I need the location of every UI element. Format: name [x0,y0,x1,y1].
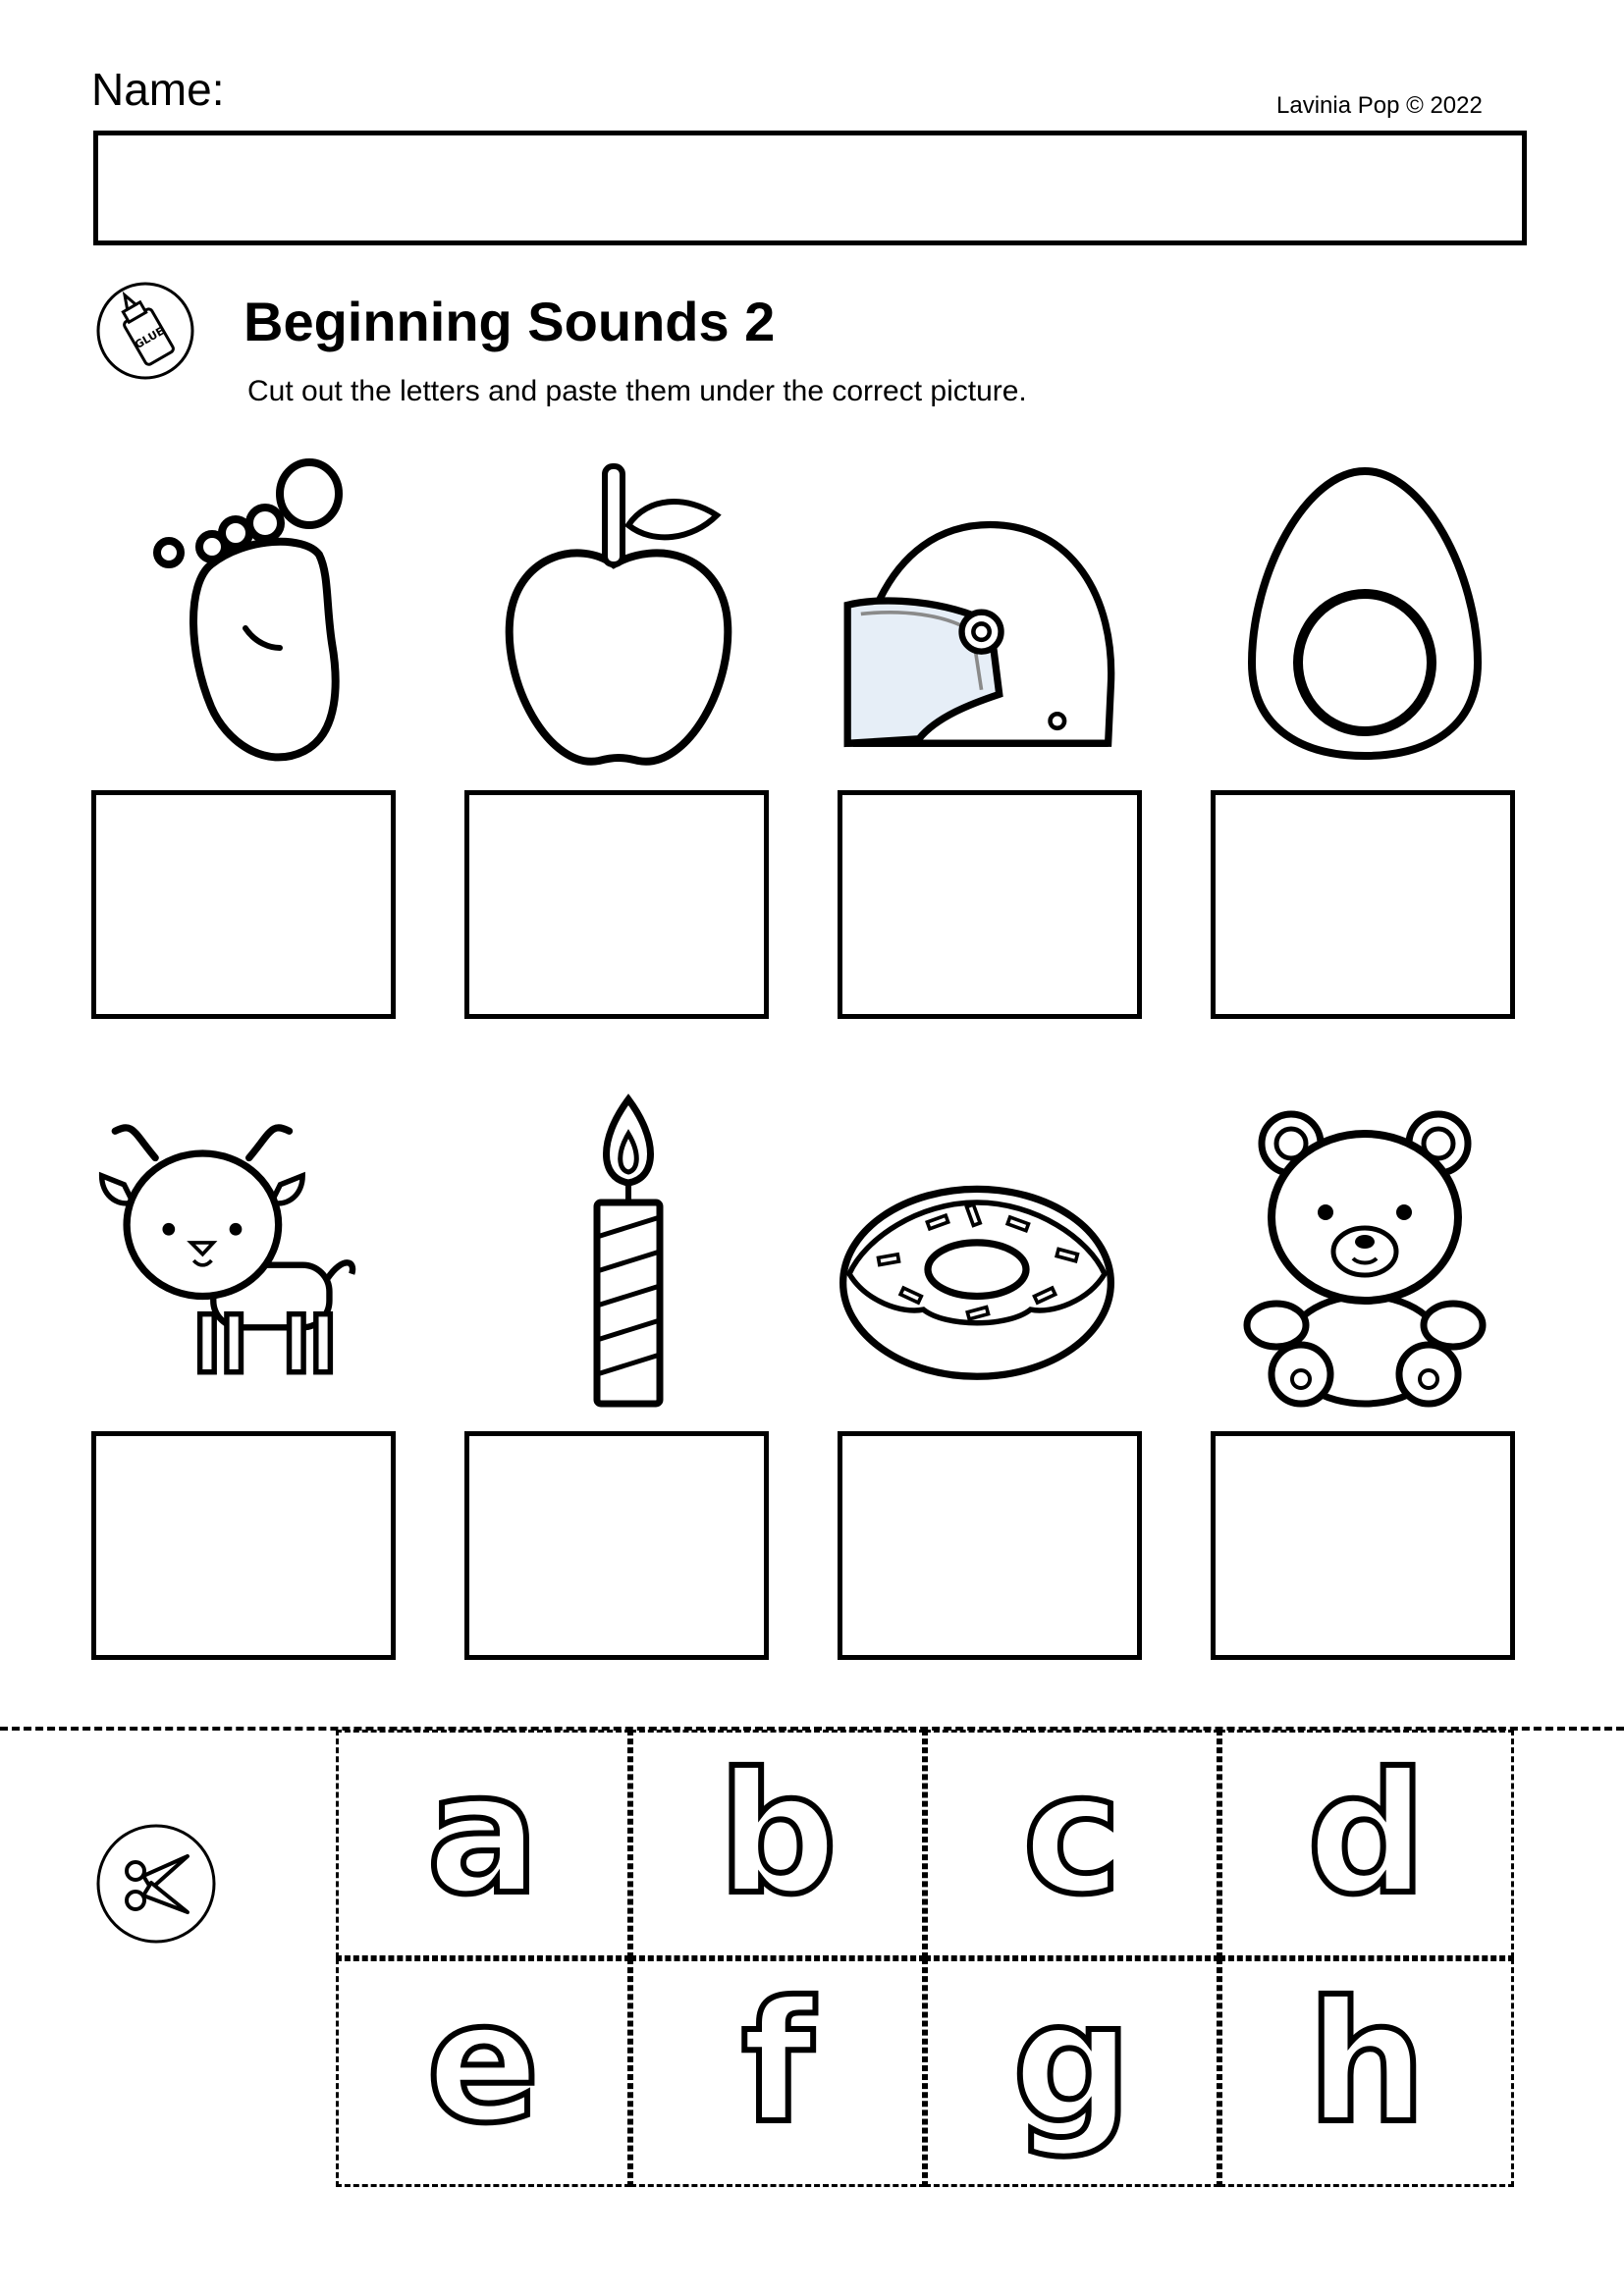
letter-tile-b[interactable] [630,1730,925,1958]
candle-icon [481,1090,776,1414]
glue-icon [94,280,196,382]
donut-icon [830,1090,1124,1414]
goat-icon [88,1090,383,1414]
name-input-box[interactable] [93,131,1527,245]
letter-tile-f[interactable] [630,1958,925,2187]
answer-box-2[interactable] [464,790,769,1019]
glue-label: GLUE [133,324,167,352]
letter-tile-c[interactable] [925,1730,1219,1958]
answer-box-5[interactable] [91,1431,396,1660]
answer-box-1[interactable] [91,790,396,1019]
letter-tile-e[interactable] [336,1958,630,2187]
letter: a [426,1736,540,1932]
answer-box-4[interactable] [1211,790,1515,1019]
answer-box-7[interactable] [838,1431,1142,1660]
answer-box-3[interactable] [838,790,1142,1019]
letter: d [1307,1736,1427,1932]
letter: e [426,1965,540,2161]
egg-icon [1218,456,1512,780]
answer-box-8[interactable] [1211,1431,1515,1660]
answer-box-6[interactable] [464,1431,769,1660]
page-title: Beginning Sounds 2 [244,291,776,352]
letter-tile-h[interactable] [1219,1958,1514,2187]
letter-tile-g[interactable] [925,1958,1219,2187]
letter: g [1012,1965,1132,2161]
letter: c [1022,1736,1122,1932]
letter: f [741,1965,814,2161]
letter-tile-a[interactable] [336,1730,630,1958]
letter-tile-d[interactable] [1219,1730,1514,1958]
foot-icon [118,456,412,780]
instructions-text: Cut out the letters and paste them under the correct picture. [247,375,1027,407]
copyright-text: Lavinia Pop © 2022 [1276,92,1483,119]
scissors-icon [94,1822,218,1946]
letter: h [1307,1965,1427,2161]
name-label: Name: [91,64,225,115]
bear-icon [1218,1090,1512,1414]
helmet-icon [830,456,1124,780]
letter: b [718,1736,838,1932]
apple-icon [471,456,766,780]
